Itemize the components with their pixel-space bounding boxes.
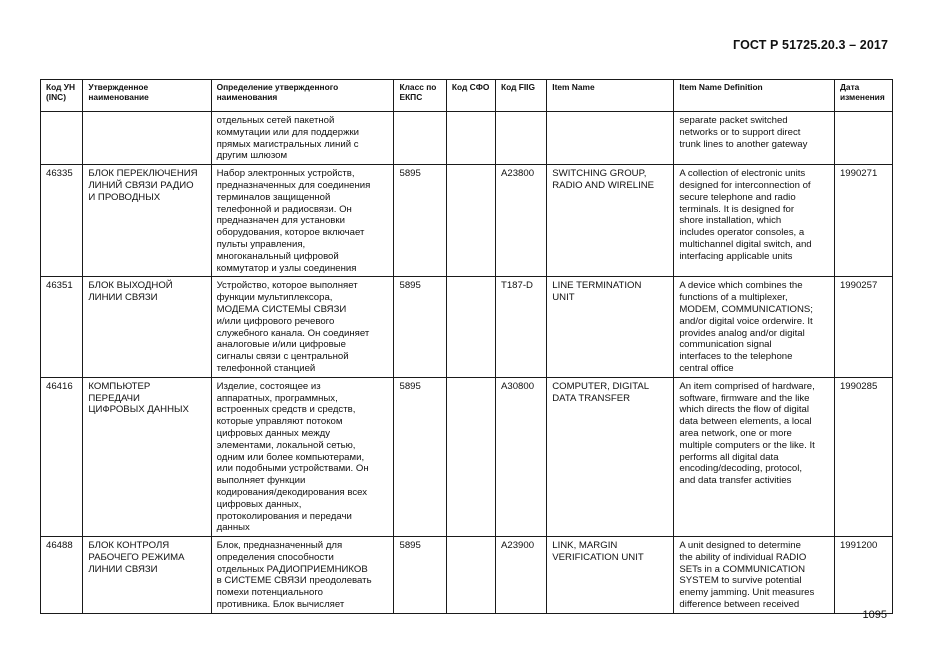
table-row [41, 377, 893, 536]
column-header-fiig-code: Код FIIG [495, 80, 546, 112]
cell-sfo-code [446, 537, 495, 614]
cell-item-name-definition: A collection of electronic units designed for interconnection of secure telephone and radio terminals. It is designed for shore installation, which includes operator consoles, a multichannel digital switch, and interfacing applicable units [674, 165, 835, 277]
classifier-table [40, 79, 893, 614]
column-header-approved-name: Утвержденное наименование [83, 80, 211, 112]
cell-approved-name [83, 112, 211, 165]
cell-item-name-definition: separate packet switched networks or to support direct trunk lines to another gateway [674, 112, 835, 165]
cell-item-name: LINK, MARGIN VERIFICATION UNIT [547, 537, 674, 614]
cell-fiig-code: A23800 [495, 165, 546, 277]
cell-inc-code: 46351 [41, 277, 83, 377]
cell-item-name: LINE TERMINATION UNIT [547, 277, 674, 377]
column-header-change-date: Дата изменения [834, 80, 892, 112]
column-header-inc-code: Код УН (INC) [41, 80, 83, 112]
cell-sfo-code [446, 377, 495, 536]
cell-inc-code: 46335 [41, 165, 83, 277]
page-number: 1095 [862, 609, 887, 621]
cell-change-date: 1990285 [834, 377, 892, 536]
cell-definition: Набор электронных устройств, предназначенных для соединения терминалов защищенной телефонной и радиосвязи. Он предназначен для установки оборудования, которое включает пульты управления, многоканальный цифровой коммутатор и узлы соединения [211, 165, 394, 277]
cell-sfo-code [446, 112, 495, 165]
column-header-ekps-class: Класс по ЕКПС [394, 80, 446, 112]
cell-item-name [547, 112, 674, 165]
cell-ekps-class: 5895 [394, 377, 446, 536]
table-header-row [41, 80, 893, 112]
cell-sfo-code [446, 165, 495, 277]
cell-ekps-class: 5895 [394, 537, 446, 614]
cell-sfo-code [446, 277, 495, 377]
document-header: ГОСТ Р 51725.20.3 – 2017 [733, 38, 888, 52]
cell-approved-name: БЛОК ВЫХОДНОЙ ЛИНИИ СВЯЗИ [83, 277, 211, 377]
column-header-item-name-definition: Item Name Definition [674, 80, 835, 112]
cell-fiig-code [495, 112, 546, 165]
cell-item-name: COMPUTER, DIGITAL DATA TRANSFER [547, 377, 674, 536]
cell-definition: Блок, предназначенный для определения способности отдельных РАДИОПРИЕМНИКОВ в СИСТЕМЕ СВЯЗИ преодолевать помехи потенциального противника. Блок вычисляет [211, 537, 394, 614]
cell-definition: Устройство, которое выполняет функции мультиплексора, МОДЕМА СИСТЕМЫ СВЯЗИ и/или цифрового речевого служебного канала. Он соединяет аналоговые и/или цифровые сигналы связи с центральной телефонной станцией [211, 277, 394, 377]
cell-definition: Изделие, состоящее из аппаратных, программных, встроенных средств и средств, которые управляют потоком цифровых данных между элементами, локальной сетью, одним или более компьютерами, или подобными устройствами. Он выполняет функции кодирования/декодирования всех цифровых данных, протоколирования и передачи данных [211, 377, 394, 536]
cell-approved-name: КОМПЬЮТЕР ПЕРЕДАЧИ ЦИФРОВЫХ ДАННЫХ [83, 377, 211, 536]
cell-inc-code: 46416 [41, 377, 83, 536]
cell-ekps-class [394, 112, 446, 165]
cell-fiig-code: T187-D [495, 277, 546, 377]
cell-item-name: SWITCHING GROUP, RADIO AND WIRELINE [547, 165, 674, 277]
cell-change-date: 1991200 [834, 537, 892, 614]
cell-item-name-definition: A device which combines the functions of a multiplexer, MODEM, COMMUNICATIONS; and/or digital voice orderwire. It provides analog and/or digital communication signal interfaces to the telephone central office [674, 277, 835, 377]
column-header-sfo-code: Код СФО [446, 80, 495, 112]
cell-item-name-definition: A unit designed to determine the ability of individual RADIO SETs in a COMMUNICATION SYSTEM to survive potential enemy jamming. Unit measures difference between received [674, 537, 835, 614]
cell-approved-name: БЛОК КОНТРОЛЯ РАБОЧЕГО РЕЖИМА ЛИНИИ СВЯЗИ [83, 537, 211, 614]
column-header-item-name: Item Name [547, 80, 674, 112]
table-row [41, 277, 893, 377]
cell-ekps-class: 5895 [394, 165, 446, 277]
column-header-definition: Определение утвержденного наименования [211, 80, 394, 112]
cell-fiig-code: A30800 [495, 377, 546, 536]
cell-definition: отдельных сетей пакетной коммутации или для поддержки прямых магистральных линий с другим шлюзом [211, 112, 394, 165]
table-row [41, 537, 893, 614]
cell-change-date [834, 112, 892, 165]
table-row [41, 165, 893, 277]
cell-change-date: 1990257 [834, 277, 892, 377]
cell-ekps-class: 5895 [394, 277, 446, 377]
table-row [41, 112, 893, 165]
cell-item-name-definition: An item comprised of hardware, software, firmware and the like which directs the flow of digital data between elements, a local area network, one or more multiple computers or the like. It performs all digital data encoding/decoding, protocol, and data transfer activities [674, 377, 835, 536]
cell-inc-code: 46488 [41, 537, 83, 614]
cell-change-date: 1990271 [834, 165, 892, 277]
cell-fiig-code: A23900 [495, 537, 546, 614]
cell-approved-name: БЛОК ПЕРЕКЛЮЧЕНИЯ ЛИНИЙ СВЯЗИ РАДИО И ПРОВОДНЫХ [83, 165, 211, 277]
cell-inc-code [41, 112, 83, 165]
